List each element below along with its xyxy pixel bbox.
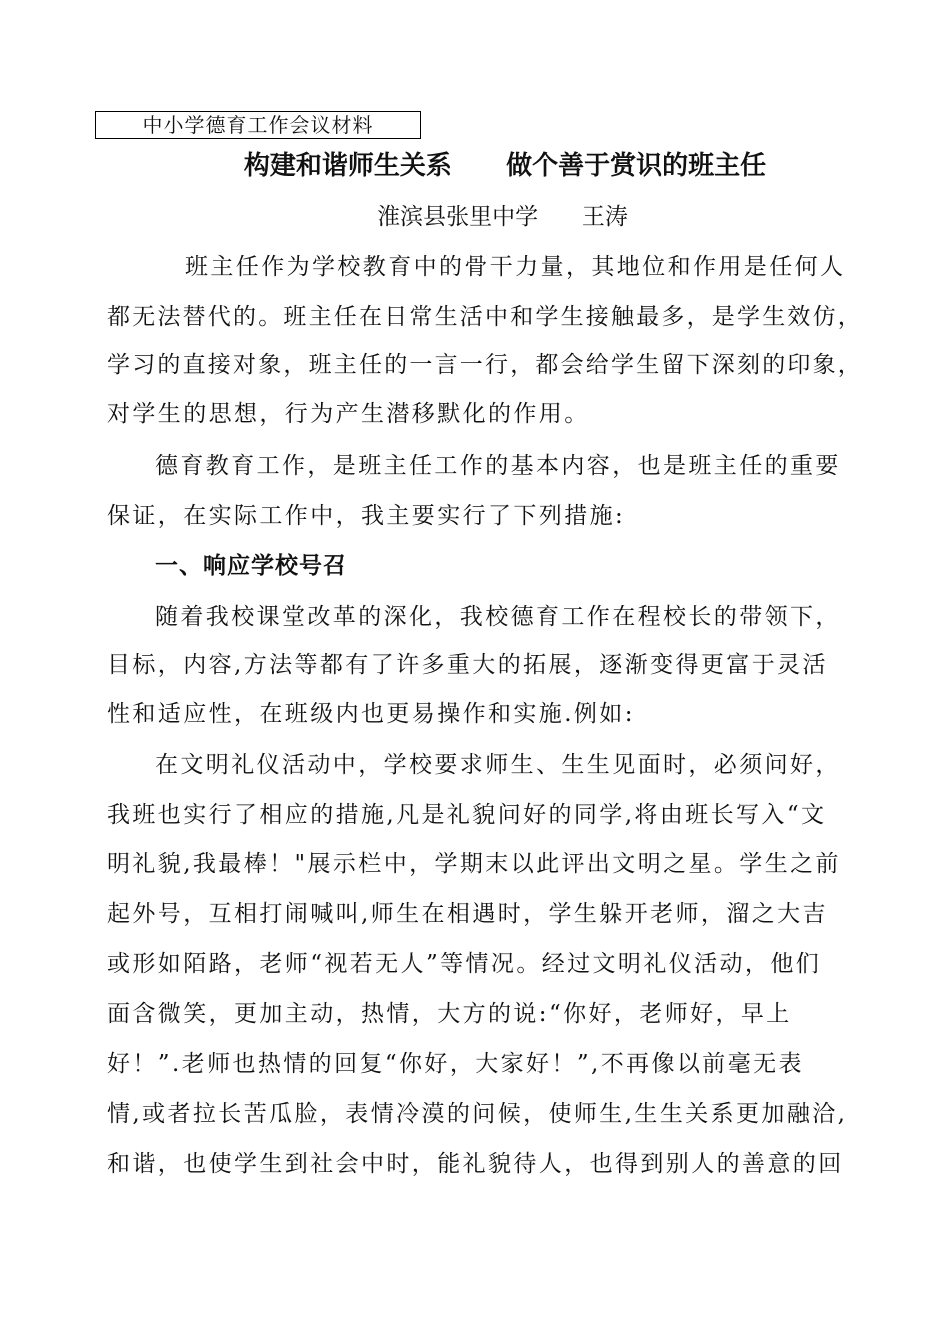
paragraph-line: 明礼貌,我最棒！"展示栏中，学期末以此评出文明之星。学生之前 [107,851,841,877]
paragraph-line: 都无法替代的。班主任在日常生活中和学生接触最多，是学生效仿， [107,304,863,330]
paragraph-line: 和谐，也使学生到社会中时，能礼貌待人，也得到别人的善意的回 [107,1151,844,1177]
paragraph-line: 学习的直接对象，班主任的一言一行，都会给学生留下深刻的印象， [107,352,863,378]
paragraph-line: 随着我校课堂改革的深化，我校德育工作在程校长的带领下， [155,604,841,630]
paragraph-line: 我班也实行了相应的措施,凡是礼貌问好的同学,将由班长写入“文 [107,802,827,828]
paragraph-line: 对学生的思想，行为产生潜移默化的作用。 [107,401,590,427]
document-title: 构建和谐师生关系 做个善于赏识的班主任 [243,151,767,181]
paragraph-line: 或形如陌路，老师“视若无人”等情况。经过文明礼仪活动，他们 [107,951,822,977]
paragraph-line: 班主任作为学校教育中的骨干力量，其地位和作用是任何人 [185,254,846,280]
paragraph-line: 在文明礼仪活动中，学校要求师生、生生见面时，必须问好， [155,752,841,778]
paragraph-line: 性和适应性，在班级内也更易操作和实施.例如: [107,701,635,727]
paragraph-line: 目标，内容,方法等都有了许多重大的拓展，逐渐变得更富于灵活 [107,652,828,678]
paragraph-line: 保证，在实际工作中，我主要实行了下列措施: [107,503,626,529]
paragraph-line: 情,或者拉长苦瓜脸，表情冷漠的问候，使师生,生生关系更加融洽, [107,1101,848,1127]
paragraph-line: 德育教育工作，是班主任工作的基本内容，也是班主任的重要 [155,453,841,479]
document-tag-box: 中小学德育工作会议材料 [95,111,421,139]
paragraph-line: 好！”.老师也热情的回复“你好，大家好！”,不再像以前毫无表 [107,1051,804,1077]
paragraph-line: 面含微笑，更加主动，热情，大方的说:“你好，老师好，早上 [107,1001,792,1027]
section-heading: 一、响应学校号召 [155,553,347,579]
paragraph-line: 起外号，互相打闹喊叫,师生在相遇时，学生躲开老师，溜之大吉 [107,901,828,927]
document-author: 淮滨县张里中学 王涛 [377,204,628,230]
